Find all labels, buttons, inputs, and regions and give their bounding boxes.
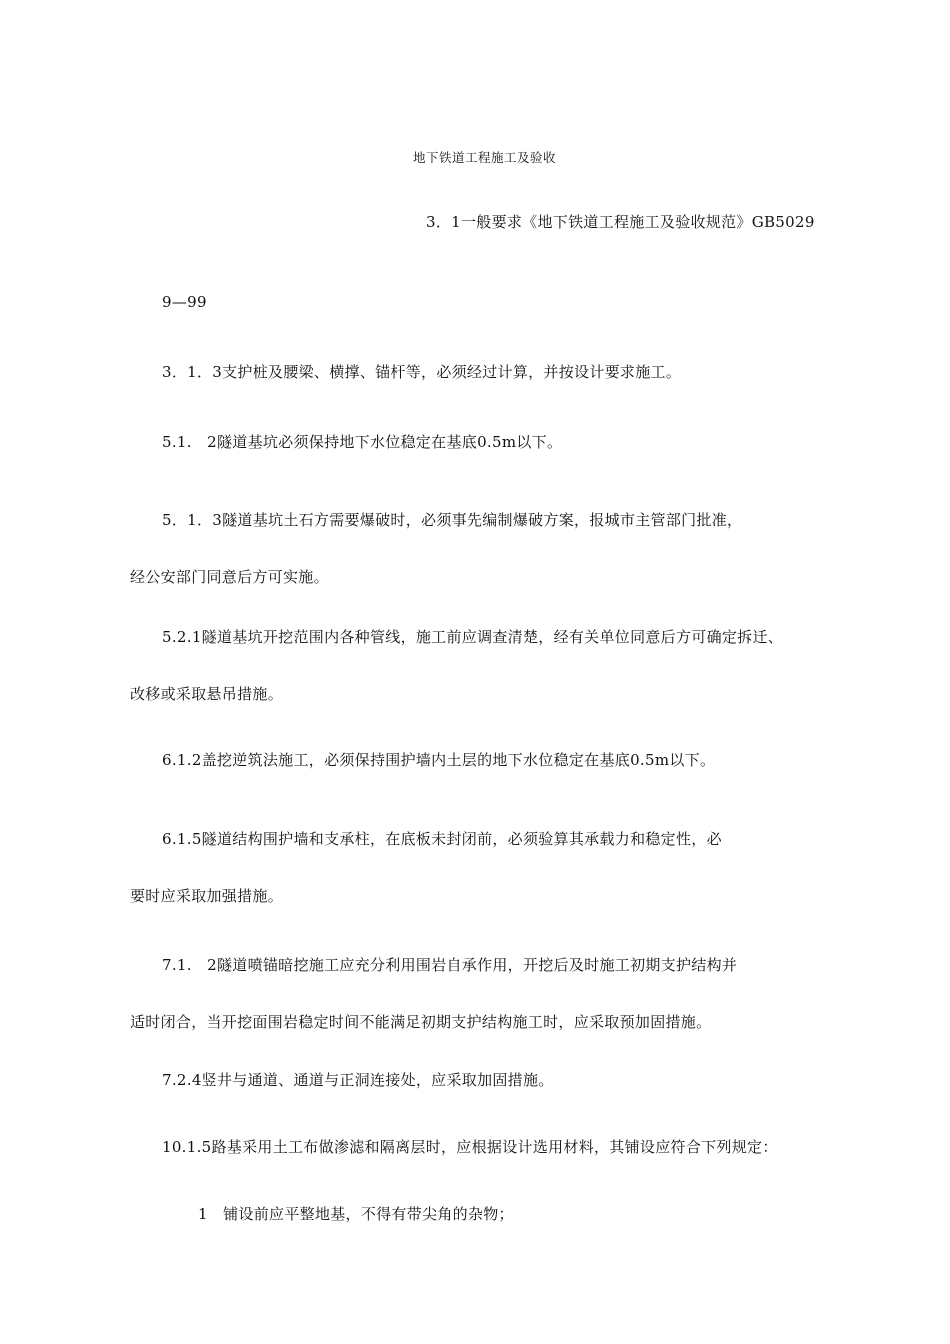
text-line-10-1-5: 10.1.5路基采用土工布做渗滤和隔离层时，应根据设计选用材料，其铺设应符合下列规定： [162,1138,778,1156]
text-line-10-1-5-item-1: 1 铺设前应平整地基，不得有带尖角的杂物； [198,1205,514,1223]
text-line-5-1-3-cont: 经公安部门同意后方可实施。 [130,568,329,586]
text-line-3-1-heading: 3．1一般要求《地下铁道工程施工及验收规范》GB5029 [426,213,815,231]
text-line-6-1-2: 6.1.2盖挖逆筑法施工，必须保持围护墙内土层的地下水位稳定在基底0.5m以下。 [162,751,716,769]
text-line-5-2-1: 5.2.1隧道基坑开挖范围内各种管线，施工前应调查清楚，经有关单位同意后方可确定拆迁、 [162,628,784,646]
text-line-7-2-4: 7.2.4竖井与通道、通道与正洞连接处，应采取加固措施。 [162,1071,554,1089]
text-line-5-2-1-cont: 改移或采取悬吊措施。 [130,685,284,703]
text-line-6-1-5-cont: 要时应采取加强措施。 [130,887,284,905]
text-line-6-1-5: 6.1.5隧道结构围护墙和支承柱，在底板未封闭前，必须验算其承载力和稳定性，必 [162,830,722,848]
text-line-3-1-3: 3．1．3支护桩及腰梁、横撑、锚杆等，必须经过计算，并按设计要求施工。 [162,363,682,381]
text-line-7-1-2: 7.1. 2隧道喷锚暗挖施工应充分利用围岩自承作用，开挖后及时施工初期支护结构并 [162,956,738,974]
document-title: 地下铁道工程施工及验收 [413,150,557,165]
text-line-7-1-2-cont: 适时闭合，当开挖面围岩稳定时间不能满足初期支护结构施工时，应采取预加固措施。 [130,1013,712,1031]
text-line-standard-suffix: 9—99 [162,293,207,311]
text-line-5-1-2: 5.1. 2隧道基坑必须保持地下水位稳定在基底0.5m以下。 [162,433,563,451]
text-line-5-1-3: 5．1．3隧道基坑土石方需要爆破时，必须事先编制爆破方案，报城市主管部门批准， [162,511,743,529]
